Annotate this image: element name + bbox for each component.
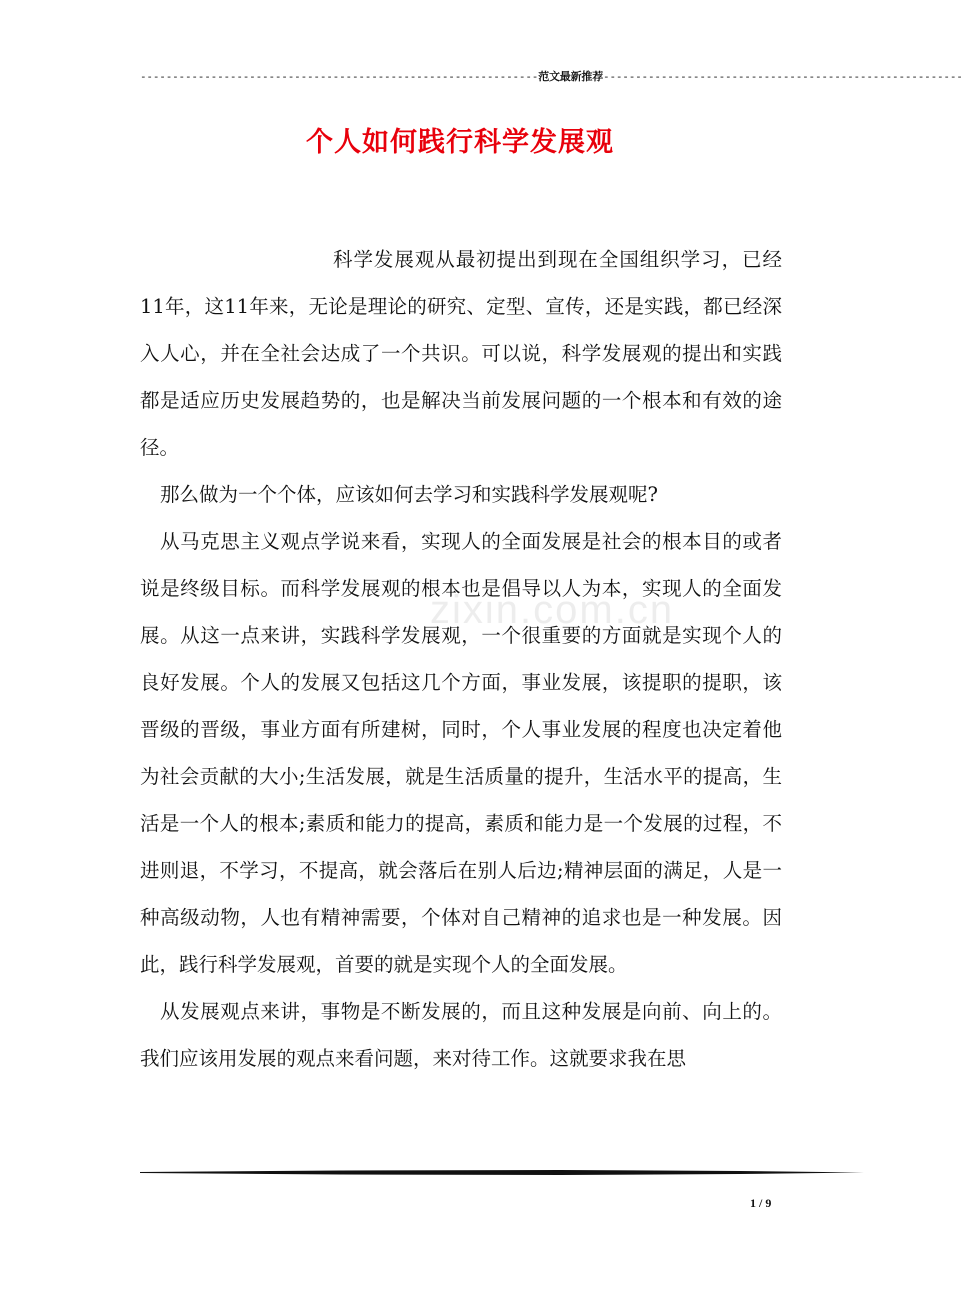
paragraph-3: 从马克思主义观点学说来看，实现人的全面发展是社会的根本目的或者说是终级目标。而科学发展观的根本也是倡导以人为本，实现人的全面发展。从这一点来讲，实践科学发展观，一个很重要的方面就是实现个人的良好发展。个人的发展又包括这几个方面，事业发展，该提职的提职，该晋级的晋级，事业方面有所建树，同时，个人事业发展的程度也决定着他为社会贡献的大小;生活发展，就是生活质量的提升，生活水平的提高，生活是一个人的根本;素质和能力的提高，素质和能力是一个发展的过程，不进则退，不学习，不提高，就会落后在别人后边;精神层面的满足，人是一种高级动物，人也有精神需要，个体对自己精神的追求也是一种发展。因此，践行科学发展观，首要的就是实现个人的全面发展。 (140, 530, 782, 976)
paragraph-1: 科学发展观从最初提出到现在全国组织学习，已经11年，这11年来，无论是理论的研究、定型、宣传，还是实践，都已经深入人心，并在全社会达成了一个共识。可以说，科学发展观的提出和实践都是适应历史发展趋势的，也是解决当前发展问题的一个根本和有效的途径。 (140, 248, 782, 459)
footer-rule (140, 1168, 864, 1178)
header-dashes-right: -------------------------------------------------------- (603, 70, 963, 83)
page-header (140, 70, 963, 84)
page-number: 1 / 9 (750, 1196, 772, 1210)
header-label: 范文最新推荐 (538, 70, 604, 83)
paragraph-2: 那么做为一个个体，应该如何去学习和实践科学发展观呢? (160, 483, 658, 506)
document-title: 个人如何践行科学发展观 (306, 127, 614, 158)
document-body (140, 236, 782, 1082)
paragraph-4: 从发展观点来讲，事物是不断发展的，而且这种发展是向前、向上的。我们应该用发展的观点来看问题，来对待工作。这就要求我在思 (140, 1000, 782, 1070)
header-dashes-left: -------------------------------------------------------------- (140, 70, 539, 83)
watermark: zixin.com.cn (430, 588, 675, 632)
